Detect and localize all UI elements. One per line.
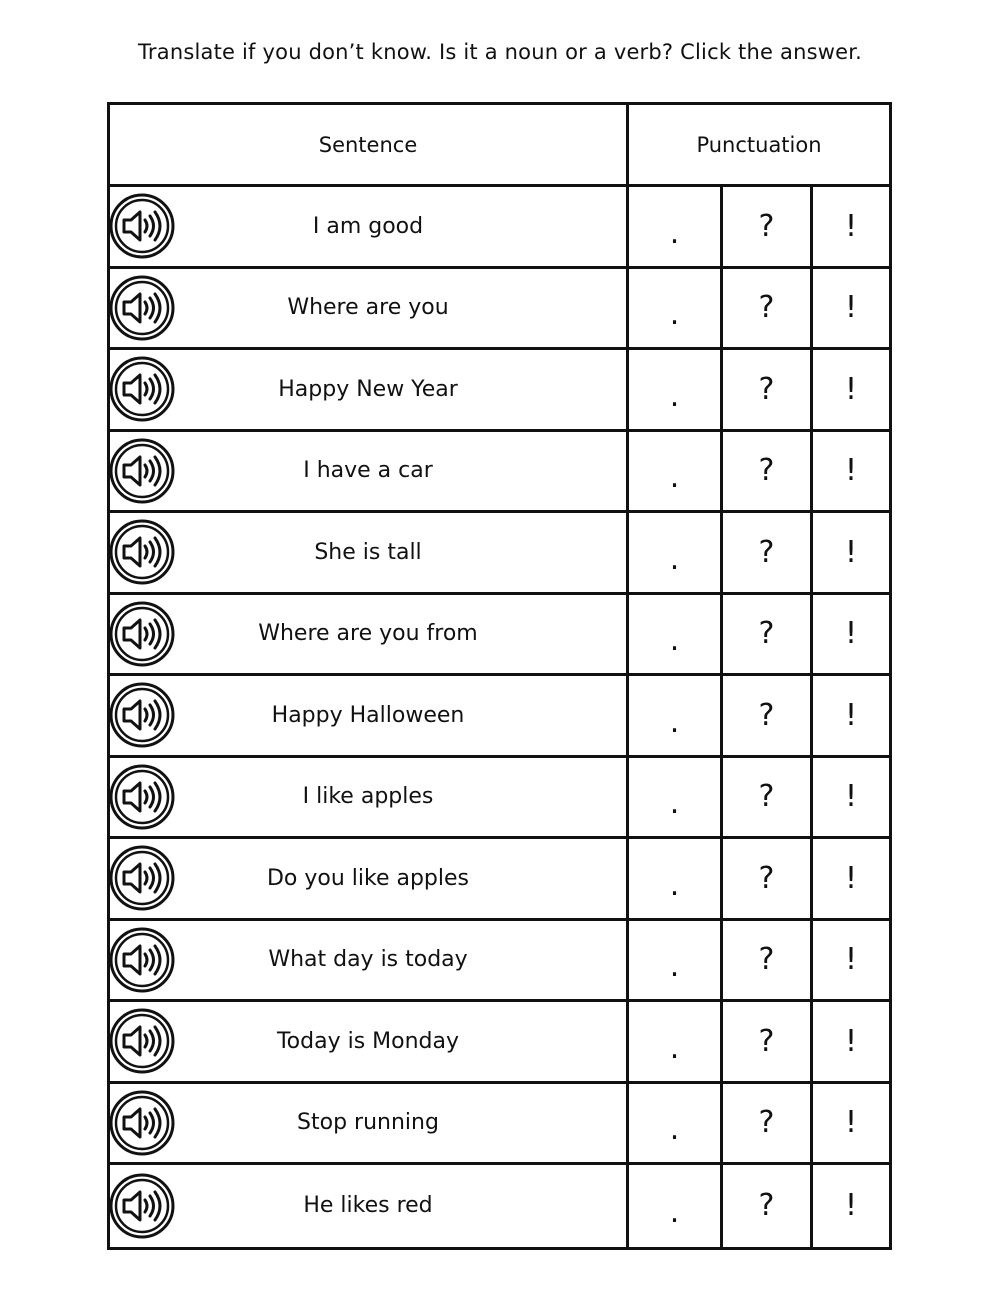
option-exclamation-mark[interactable]: !	[844, 942, 858, 978]
table-row	[110, 676, 889, 758]
speaker-icon[interactable]	[109, 601, 175, 667]
option-question-mark[interactable]: ?	[723, 513, 813, 592]
speaker-icon[interactable]	[109, 1008, 175, 1074]
option-period[interactable]: .	[629, 676, 723, 755]
sentence-cell	[110, 839, 629, 918]
option-exclamation-mark[interactable]: !	[844, 616, 858, 652]
option-question-mark[interactable]: ?	[723, 921, 813, 1000]
header-punctuation: Punctuation	[696, 132, 822, 157]
table-header	[110, 105, 889, 187]
option-exclamation-mark[interactable]: !	[844, 290, 858, 326]
sentence-text: Happy Halloween	[271, 702, 465, 728]
option-question-mark[interactable]: ?	[723, 432, 813, 511]
option-question-mark[interactable]: ?	[723, 1084, 813, 1163]
table-row	[110, 921, 889, 1003]
option-exclamation-mark[interactable]: !	[844, 779, 858, 815]
punctuation-table	[107, 102, 892, 1250]
option-exclamation-mark[interactable]: !	[844, 1105, 858, 1141]
sentence-cell	[110, 513, 629, 592]
sentence-cell	[110, 432, 629, 511]
sentence-cell	[110, 269, 629, 348]
sentence-text: Happy New Year	[278, 376, 458, 402]
option-question-mark[interactable]: ?	[723, 1002, 813, 1081]
table-row	[110, 1165, 889, 1247]
table-row	[110, 1002, 889, 1084]
sentence-cell	[110, 921, 629, 1000]
speaker-icon[interactable]	[109, 927, 175, 993]
option-exclamation-mark[interactable]: !	[844, 1023, 858, 1059]
option-period[interactable]: .	[629, 758, 723, 837]
speaker-icon[interactable]	[109, 845, 175, 911]
option-question-mark[interactable]: ?	[723, 187, 813, 266]
speaker-icon[interactable]	[109, 356, 175, 422]
option-period[interactable]: .	[629, 1084, 723, 1163]
instructions-text: Translate if you don’t know. Is it a noun or a verb? Click the answer.	[137, 40, 862, 64]
speaker-icon[interactable]	[109, 275, 175, 341]
option-exclamation-mark[interactable]: !	[844, 371, 858, 407]
sentence-text: She is tall	[314, 539, 422, 565]
sentence-text: I like apples	[302, 784, 434, 810]
sentence-text: He likes red	[303, 1193, 433, 1219]
table-body	[110, 187, 889, 1247]
sentence-cell	[110, 1084, 629, 1163]
sentence-text: I have a car	[303, 458, 433, 484]
speaker-icon[interactable]	[109, 193, 175, 259]
sentence-text: Stop running	[297, 1110, 439, 1136]
speaker-icon[interactable]	[109, 764, 175, 830]
speaker-icon[interactable]	[109, 682, 175, 748]
option-question-mark[interactable]: ?	[723, 350, 813, 429]
option-period[interactable]: .	[629, 432, 723, 511]
option-period[interactable]: .	[629, 350, 723, 429]
option-exclamation-mark[interactable]: !	[844, 208, 858, 244]
option-question-mark[interactable]: ?	[723, 676, 813, 755]
sentence-text: Today is Monday	[276, 1028, 460, 1054]
option-period[interactable]: .	[629, 513, 723, 592]
sentence-cell	[110, 1165, 629, 1247]
speaker-icon[interactable]	[109, 519, 175, 585]
sentence-cell	[110, 758, 629, 837]
speaker-icon[interactable]	[109, 438, 175, 504]
sentence-cell	[110, 676, 629, 755]
option-question-mark[interactable]: ?	[723, 758, 813, 837]
option-question-mark[interactable]: ?	[723, 1165, 813, 1247]
option-exclamation-mark[interactable]: !	[844, 534, 858, 570]
header-sentence: Sentence	[110, 105, 629, 184]
option-exclamation-mark[interactable]: !	[844, 453, 858, 489]
sentence-text: What day is today	[268, 947, 468, 973]
sentence-text: Do you like apples	[266, 865, 470, 891]
option-period[interactable]: .	[629, 595, 723, 674]
sentence-text: Where are you from	[258, 621, 478, 647]
sentence-cell	[110, 187, 629, 266]
table-row	[110, 187, 889, 269]
option-period[interactable]: .	[629, 839, 723, 918]
option-question-mark[interactable]: ?	[723, 839, 813, 918]
option-period[interactable]: .	[629, 1165, 723, 1247]
sentence-text: I am good	[312, 213, 424, 239]
option-exclamation-mark[interactable]: !	[844, 697, 858, 733]
option-period[interactable]: .	[629, 1002, 723, 1081]
speaker-icon[interactable]	[109, 1173, 175, 1239]
option-period[interactable]: .	[629, 269, 723, 348]
speaker-icon[interactable]	[109, 1090, 175, 1156]
option-question-mark[interactable]: ?	[723, 269, 813, 348]
option-question-mark[interactable]: ?	[723, 595, 813, 674]
option-period[interactable]: .	[629, 187, 723, 266]
table-row	[110, 839, 889, 921]
sentence-cell	[110, 350, 629, 429]
table-row	[110, 1084, 889, 1166]
table-row	[110, 595, 889, 677]
option-exclamation-mark[interactable]: !	[844, 860, 858, 896]
sentence-cell	[110, 595, 629, 674]
option-period[interactable]: .	[629, 921, 723, 1000]
table-row	[110, 513, 889, 595]
table-row	[110, 350, 889, 432]
table-row	[110, 432, 889, 514]
table-row	[110, 269, 889, 351]
sentence-cell	[110, 1002, 629, 1081]
option-exclamation-mark[interactable]: !	[844, 1188, 858, 1224]
table-row	[110, 758, 889, 840]
sentence-text: Where are you	[287, 295, 449, 321]
